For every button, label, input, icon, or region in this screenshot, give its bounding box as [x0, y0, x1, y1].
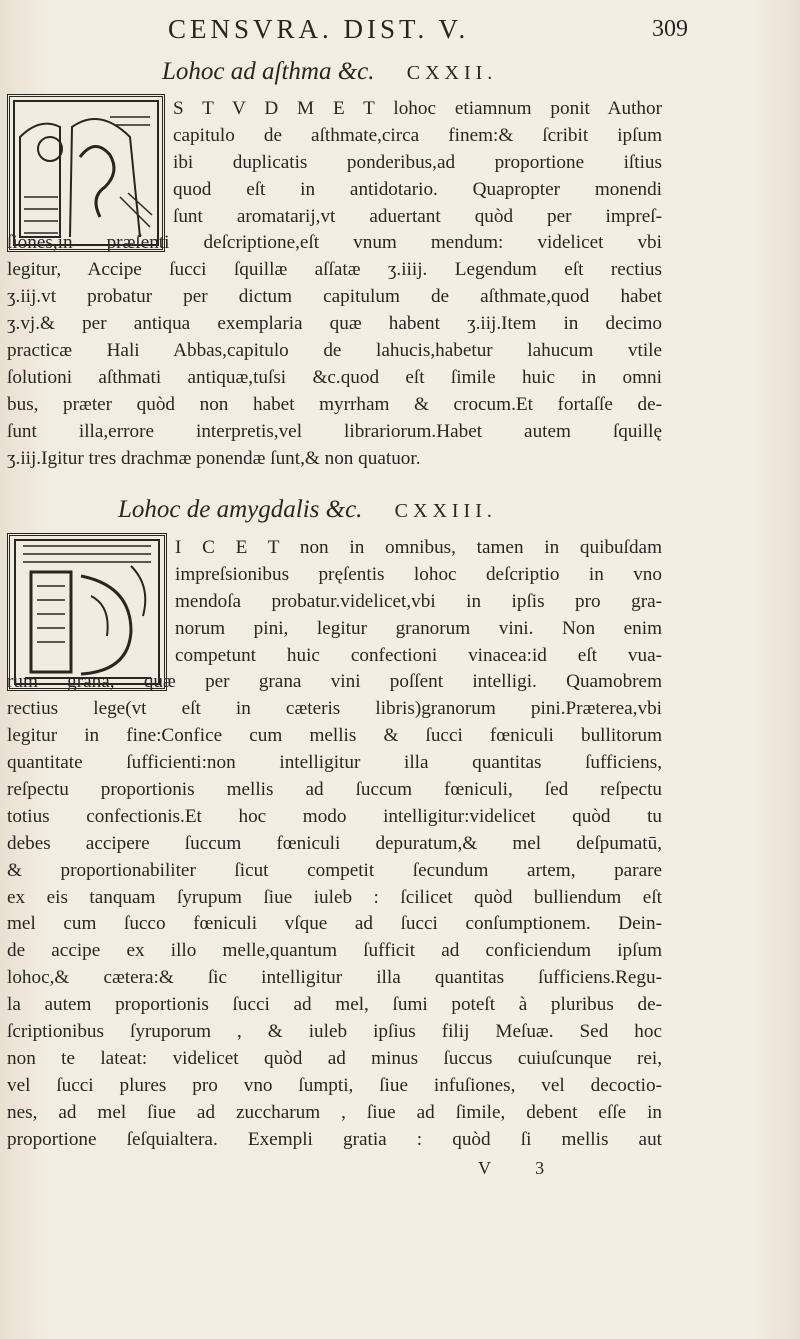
- text-line: de accipe ex illo melle,quantum ſufficit ad conficiendum ipſum: [7, 940, 662, 962]
- text-line: ex eis tanquam ſyrupum ſiue iuleb : ſcilicet quòd bulliendum eſt: [7, 886, 662, 908]
- text-line: & proportionabiliter ſicut competit ſecundum artem, parare: [7, 859, 662, 881]
- text-line: mel cum ſucco fœniculi vſque ad ſucci conſumptionem. Dein-: [7, 913, 662, 935]
- running-head-title: CENSVRA. DIST. V.: [168, 14, 470, 44]
- text-line: nes, ad mel ſiue ad zuccharum , ſiue ad ſimile, debent eſſe in: [7, 1101, 662, 1123]
- text-line: ʒ.vj.& per antiqua exemplaria quæ habent ʒ.iij.Item in decimo: [7, 313, 662, 335]
- text-line: ſolutioni aſthmati antiquæ,tuſsi &c.quod eſt ſimile huic in omni: [7, 366, 662, 388]
- text-line: legitur, Accipe ſucci ſquillæ aſſatæ ʒ.iiij. Legendum eſt rectius: [7, 259, 662, 281]
- text-line: S T V D M E T lohoc etiamnum ponit Author: [173, 98, 662, 119]
- section-heading-cxxiii: [118, 496, 497, 524]
- text-line: quod eſt in antidotario. Quapropter monendi: [173, 178, 662, 200]
- text-line: rum grana, quæ per grana vini poſſent intelligi. Quamobrem: [7, 671, 662, 693]
- text-line: legitur in fine:Confice cum mellis & ſucci fœniculi bullitorum: [7, 725, 662, 747]
- section-number: CXXII.: [406, 62, 498, 84]
- section-text-cxxii: [7, 96, 662, 472]
- text-line: vel ſucci plures pro vno ſumpti, ſiue infuſiones, vel decoctio-: [7, 1074, 662, 1096]
- text-line: debes accipere ſuccum fœniculi depuratum,& mel deſpumatū,: [7, 832, 662, 854]
- text-line: competunt huic confectioni vinacea:id eſt vua-: [175, 644, 662, 666]
- text-line: norum pini, legitur granorum vini. Non enim: [175, 617, 662, 639]
- text-line: la autem proportionis ſucci ad mel, ſumi poteſt à pluribus de-: [7, 994, 662, 1016]
- text-line: non te lateat: videlicet quòd ad minus ſuccus cuiuſcunque rei,: [7, 1047, 662, 1069]
- text-line: ſcriptionibus ſyruporum , & iuleb ipſius filij Meſuæ. Sed hoc: [7, 1021, 662, 1043]
- text-line: ibi duplicatis ponderibus,ad proportione iſtius: [173, 151, 662, 173]
- signature-mark: V 3: [478, 1158, 565, 1178]
- section-heading-cxxii: [162, 58, 497, 86]
- text-line: mendoſa probatur.videlicet,vbi in ipſis pro gra-: [175, 590, 662, 612]
- text-line: practicæ Hali Abbas,capitulo de lahucis,habetur lahucum vtile: [7, 340, 662, 362]
- section-number: CXXIII.: [394, 500, 497, 522]
- text-line: ſunt illa,errore interpretis,vel librariorum.Habet autem ſquillę: [7, 420, 662, 442]
- text-line: quantitate ſufficienti:non intelligitur illa quantitas ſufficiens,: [7, 752, 662, 774]
- text-line: I C E T non in omnibus, tamen in quibuſdam: [175, 537, 662, 558]
- section-text-cxxiii: [7, 535, 662, 1153]
- running-head: [168, 14, 688, 54]
- section-title: Lohoc ad aſthma &c.: [162, 58, 375, 85]
- text-line: impreſsionibus pręſentis lohoc deſcriptio in vno: [175, 563, 662, 585]
- text-line: lohoc,& cætera:& ſic intelligitur illa quantitas ſufficiens.Regu-: [7, 967, 662, 989]
- text-line: proportione ſeſquialtera. Exempli gratia : quòd ſi mellis aut: [7, 1128, 662, 1150]
- text-line: ʒ.iij.vt probatur per dictum capitulum de aſthmate,quod habet: [7, 286, 662, 308]
- text-line: ſiones,in præſenti deſcriptione,eſt vnum mendum: videlicet vbi: [7, 232, 662, 254]
- text-line: totius confectionis.Et hoc modo intelligitur:videlicet quòd tu: [7, 805, 662, 827]
- page-number: 309: [652, 16, 688, 42]
- section-title: Lohoc de amygdalis &c.: [118, 496, 363, 523]
- text-line: capitulo de aſthmate,circa finem:& ſcribit ipſum: [173, 124, 662, 146]
- text-line: rectius lege(vt eſt in cæteris libris)granorum pini.Præterea,vbi: [7, 698, 662, 720]
- text-line: reſpectu proportionis mellis ad ſuccum fœniculi, ſed reſpectu: [7, 779, 662, 801]
- text-line: ſunt aromatarij,vt aduertant quòd per impreſ-: [173, 205, 662, 227]
- text-line: ʒ.iij.Igitur tres drachmæ ponendæ ſunt,& non quatuor.: [7, 447, 421, 469]
- text-line: bus, præter quòd non habet myrrham & crocum.Et fortaſſe de-: [7, 393, 662, 415]
